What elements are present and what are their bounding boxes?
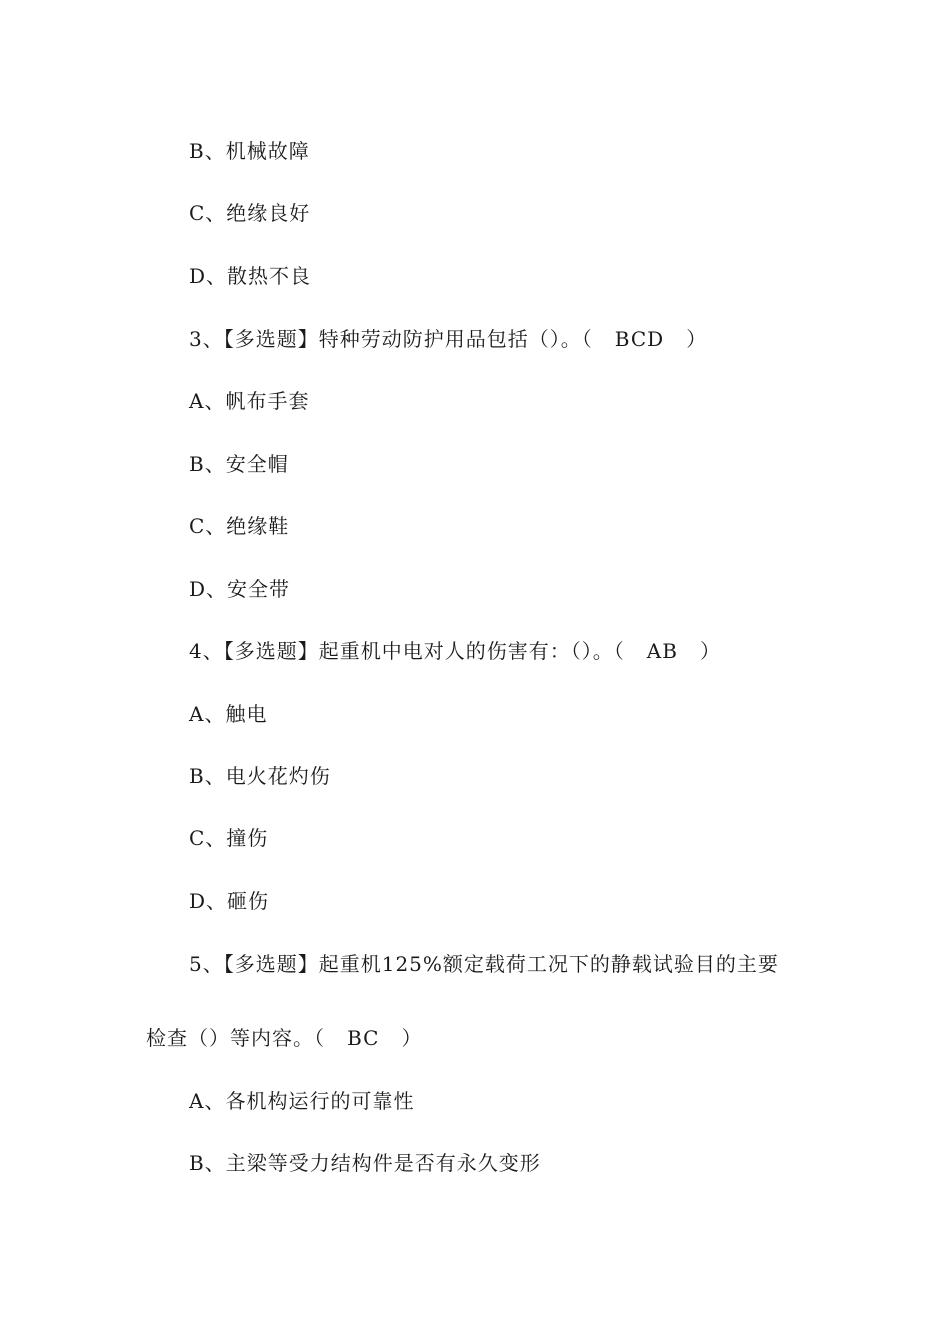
question-3: 3、【多选题】特种劳动防护用品包括（）。（ BCD ） [189, 327, 708, 351]
option-b-q4: B、电火花灼伤 [189, 764, 331, 788]
option-b-q2: B、机械故障 [189, 139, 310, 163]
option-c-q4: C、撞伤 [189, 826, 269, 850]
option-a-q5: A、各机构运行的可靠性 [189, 1089, 415, 1113]
option-d-q3: D、安全带 [189, 577, 291, 601]
option-d-q2: D、散热不良 [189, 264, 312, 288]
option-c-q3: C、绝缘鞋 [189, 514, 290, 538]
option-b-q5: B、主梁等受力结构件是否有永久变形 [189, 1151, 541, 1175]
question-4: 4、【多选题】起重机中电对人的伤害有：（）。（ AB ） [189, 639, 722, 663]
option-a-q4: A、触电 [189, 702, 268, 726]
option-a-q3: A、帆布手套 [189, 389, 310, 413]
option-c-q2: C、绝缘良好 [189, 201, 311, 225]
question-5-line-2: 检查（）等内容。（ BC ） [146, 1026, 423, 1050]
option-d-q4: D、砸伤 [189, 889, 270, 913]
option-b-q3: B、安全帽 [189, 452, 289, 476]
question-5-line-1: 5、【多选题】起重机125%额定载荷工况下的静载试验目的主要 [189, 952, 779, 976]
